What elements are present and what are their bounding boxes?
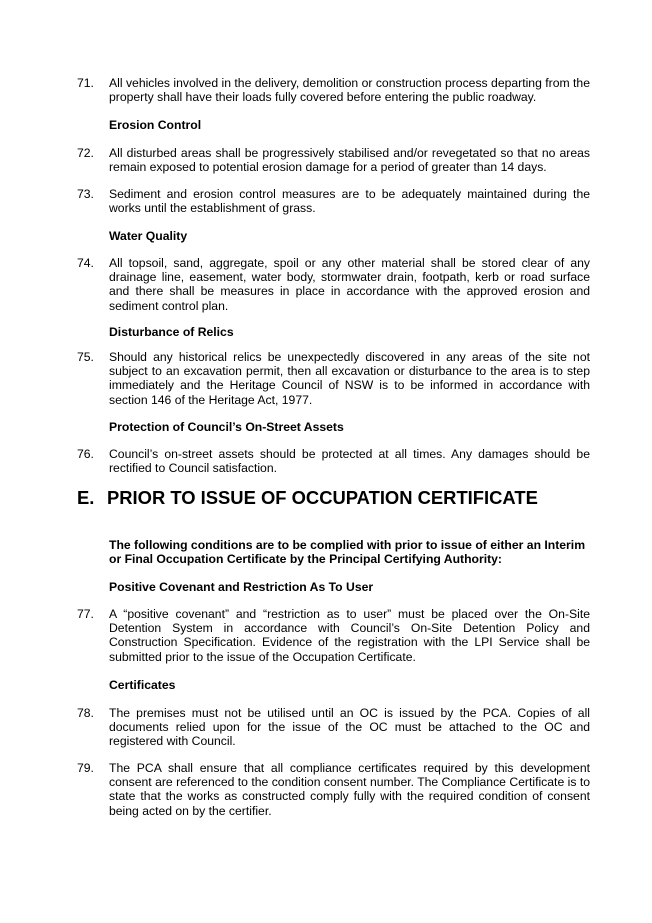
section-e-intro: The following conditions are to be complied with prior to issue of either an Interim or Final Occupation Certificate by the Principal Certifying Authority: [109, 538, 586, 567]
condition-74 [77, 256, 590, 313]
heading-certificates: Certificates [109, 678, 176, 692]
condition-text: The PCA shall ensure that all compliance certificates required by this development consent are referenced to the condition consent number. The Compliance Certificate is to state that the works as constructed comply fully with the required condition of consent being acted on by the certifier. [109, 761, 590, 818]
condition-72 [77, 146, 590, 174]
condition-text: Should any historical relics be unexpectedly discovered in any areas of the site not subject to an excavation permit, then all excavation or disturbance to the area is to step immediately and the Heritage Council of NSW is to be informed in accordance with section 146 of the Heritage Act, 1977. [109, 350, 590, 407]
condition-78 [77, 706, 590, 749]
heading-erosion-control: Erosion Control [109, 118, 202, 132]
condition-77 [77, 607, 590, 664]
heading-water-quality: Water Quality [109, 229, 188, 243]
condition-text: All vehicles involved in the delivery, demolition or construction process departing from the property shall have their loads fully covered before entering the public roadway. [109, 76, 590, 105]
condition-75 [77, 350, 590, 407]
condition-number: 76. [77, 447, 94, 461]
heading-protection-of-assets: Protection of Council’s On-Street Assets [109, 420, 344, 434]
condition-text: Sediment and erosion control measures are to be adequately maintained during the works until the establishment of grass. [109, 187, 590, 216]
section-title: PRIOR TO ISSUE OF OCCUPATION CERTIFICATE [107, 487, 538, 508]
condition-number: 71. [77, 76, 94, 90]
condition-number: 75. [77, 350, 94, 364]
heading-positive-covenant: Positive Covenant and Restriction As To User [109, 580, 374, 594]
condition-number: 78. [77, 706, 94, 720]
condition-text: The premises must not be utilised until an OC is issued by the PCA. Copies of all documents relied upon for the issue of the OC must be attached to the OC and registered with Council. [109, 706, 590, 749]
condition-73 [77, 187, 590, 215]
condition-number: 77. [77, 607, 94, 621]
condition-text: All topsoil, sand, aggregate, spoil or any other material shall be stored clear of any drainage line, easement, water body, stormwater drain, footpath, kerb or road surface and there shall be measures in place in accordance with the approved erosion and sediment control plan. [109, 256, 590, 313]
condition-number: 72. [77, 146, 94, 160]
section-letter: E. [77, 487, 95, 508]
condition-71 [77, 76, 590, 104]
condition-79 [77, 761, 590, 818]
condition-text: All disturbed areas shall be progressively stabilised and/or revegetated so that no areas remain exposed to potential erosion damage for a period of greater than 14 days. [109, 146, 590, 175]
condition-text: A “positive covenant” and “restriction as to user” must be placed over the On-Site Detention System in accordance with Council’s On-Site Detention Policy and Construction Specification. Evidence of the registration with the LPI Service shall be submitted prior to the issue of the Occupation Certificate. [109, 607, 590, 664]
condition-number: 79. [77, 761, 94, 775]
condition-text: Council’s on-street assets should be protected at all times. Any damages should be rectified to Council satisfaction. [109, 447, 590, 476]
condition-76 [77, 447, 590, 475]
condition-number: 73. [77, 187, 94, 201]
heading-disturbance-of-relics: Disturbance of Relics [109, 325, 234, 339]
condition-number: 74. [77, 256, 94, 270]
